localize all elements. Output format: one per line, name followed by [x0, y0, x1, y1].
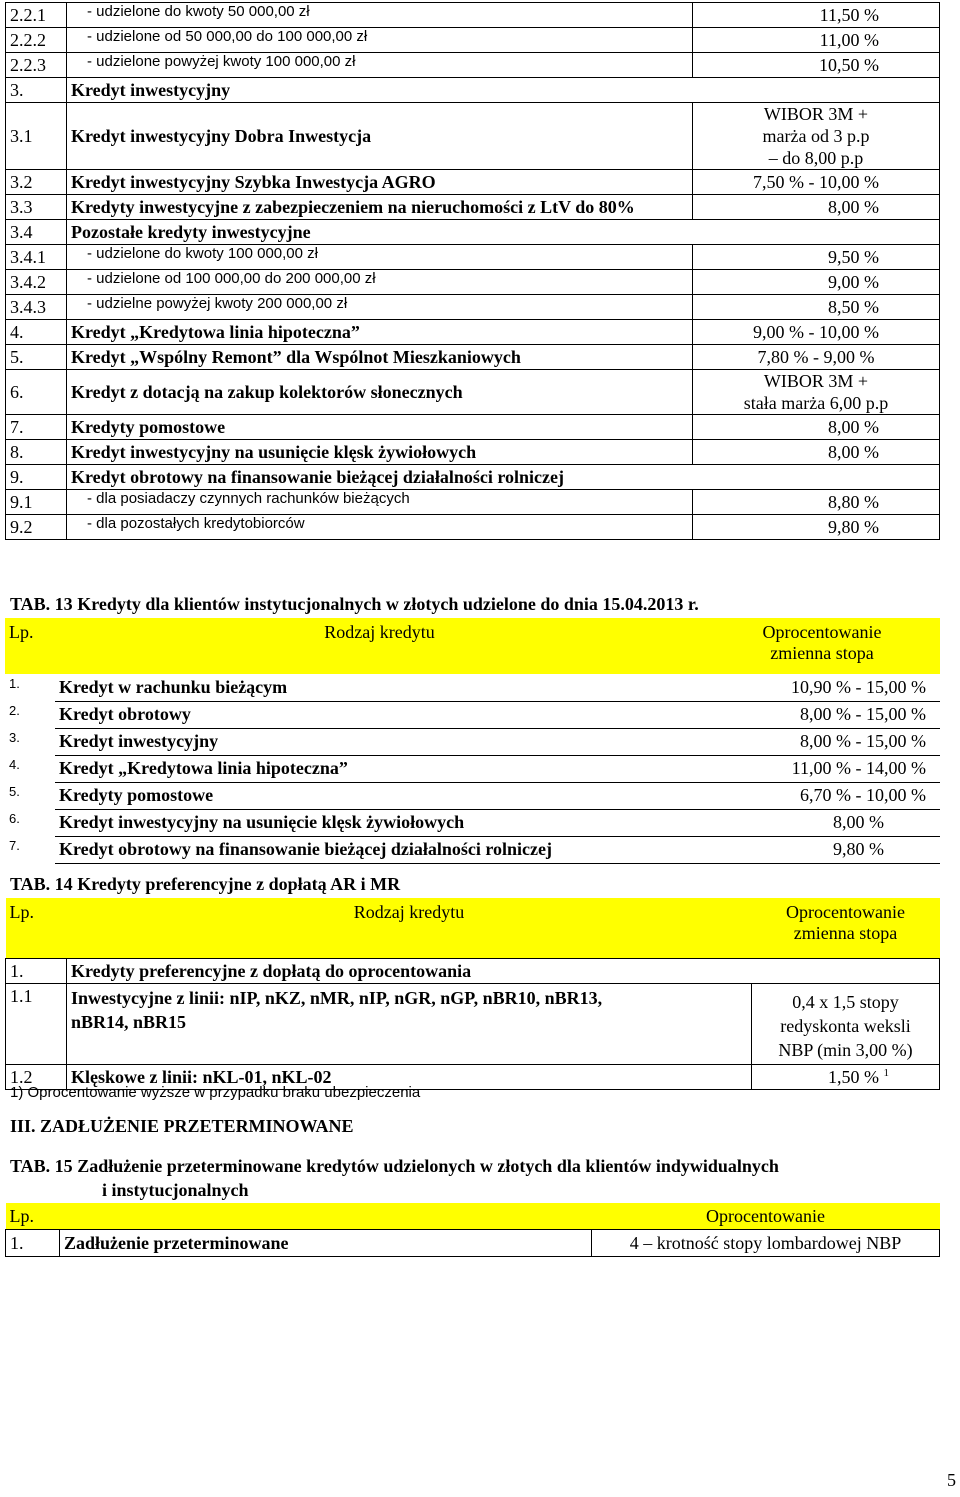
table-row	[6, 440, 940, 465]
row-number: 8.	[6, 440, 67, 465]
section-title: III. ZADŁUŻENIE PRZETERMINOWANE	[10, 1116, 354, 1136]
row-number: 3.4.3	[6, 295, 67, 320]
row-name: - udzielne powyżej kwoty 200 000,00 zł	[67, 295, 693, 320]
table-header-row	[6, 1203, 940, 1230]
row-name-line: nBR14, nBR15	[71, 1012, 187, 1032]
rate-line: WIBOR 3M +	[763, 371, 869, 391]
row-number: 1.1	[6, 984, 67, 1065]
tab13-title	[10, 594, 699, 615]
row-number: 3.4.1	[6, 245, 67, 270]
row-name: Kredyt obrotowy na finansowanie bieżącej działalności rolniczej	[67, 465, 940, 490]
table-row	[5, 782, 940, 809]
tab13-table	[5, 618, 940, 864]
row-number: 1.	[9, 676, 20, 691]
table-row	[6, 220, 940, 245]
row-name: Kredyt „Kredytowa linia hipoteczna”	[67, 320, 693, 345]
row-number: 5.	[6, 345, 67, 370]
row-number: 9.	[6, 465, 67, 490]
rate-line: redyskonta weksli	[780, 1016, 911, 1036]
row-rate: 11,00 % - 14,00 %	[704, 755, 940, 782]
row-number: 9.2	[6, 515, 67, 540]
row-rate: 8,00 % - 15,00 %	[704, 728, 940, 755]
row-number: 1.	[6, 959, 67, 984]
row-rate: 11,00 %	[693, 28, 940, 53]
table-row	[5, 674, 940, 701]
row-rate: 8,50 %	[693, 295, 940, 320]
row-name: Kredyt inwestycyjny na usunięcie klęsk żywiołowych	[55, 809, 704, 836]
row-number: 3.2	[6, 170, 67, 195]
table-row	[6, 103, 940, 170]
row-name: - udzielone od 50 000,00 do 100 000,00 zł	[67, 28, 693, 53]
rate-line: – do 8,00 p.p	[768, 148, 864, 168]
row-name: - dla pozostałych kredytobiorców	[67, 515, 693, 540]
row-name: Kredyt obrotowy na finansowanie bieżącej działalności rolniczej	[55, 836, 704, 863]
table-row	[6, 490, 940, 515]
row-number: 1.	[6, 1230, 60, 1257]
footnote-marker: 1	[883, 1066, 889, 1079]
tab14-table	[5, 898, 940, 1090]
header-type	[60, 1203, 592, 1230]
table-row	[6, 28, 940, 53]
table-row	[6, 270, 940, 295]
tab13-caption: Kredyty dla klientów instytucjonalnych w złotych udzielone do dnia 15.04.2013 r.	[72, 594, 699, 614]
tab15-title	[10, 1154, 940, 1202]
row-name: Kredyty preferencyjne z dopłatą do oprocentowania	[67, 959, 940, 984]
header-rate: Oprocentowanie	[592, 1203, 940, 1230]
row-number: 4.	[9, 757, 20, 772]
table-row	[6, 415, 940, 440]
row-name: Kredyt inwestycyjny	[55, 728, 704, 755]
row-rate: 9,00 %	[693, 270, 940, 295]
row-number: 3.	[6, 78, 67, 103]
table-row	[6, 170, 940, 195]
row-name: Kredyt w rachunku bieżącym	[55, 674, 704, 701]
row-rate: 7,80 % - 9,00 %	[693, 345, 940, 370]
row-name: Kredyty pomostowe	[55, 782, 704, 809]
row-name: - udzielone powyżej kwoty 100 000,00 zł	[67, 53, 693, 78]
row-rate: 8,00 %	[693, 195, 940, 220]
header-rate	[704, 618, 940, 674]
row-number: 1.2	[6, 1065, 67, 1090]
table-row	[6, 295, 940, 320]
row-rate	[693, 103, 940, 170]
row-name: Kredyt z dotacją na zakup kolektorów słonecznych	[67, 370, 693, 415]
rate-value: 1,50 %	[828, 1066, 879, 1087]
row-name: - dla posiadaczy czynnych rachunków bieżących	[67, 490, 693, 515]
row-number: 5.	[9, 784, 20, 799]
row-name: Kredyt inwestycyjny Szybka Inwestycja AGRO	[67, 170, 693, 195]
tab13-label: TAB. 13	[10, 594, 73, 614]
table-row	[6, 515, 940, 540]
row-number: 7.	[9, 838, 20, 853]
row-name: - udzielone do kwoty 100 000,00 zł	[67, 245, 693, 270]
row-rate: 7,50 % - 10,00 %	[693, 170, 940, 195]
row-name-line: Inwestycyjne z linii: nIP, nKZ, nMR, nIP, nGR, nGP, nBR10, nBR13,	[71, 988, 603, 1008]
table-row	[5, 728, 940, 755]
header-type: Rodzaj kredytu	[67, 898, 752, 959]
row-number: 6.	[9, 811, 20, 826]
row-name: Kredyt inwestycyjny Dobra Inwestycja	[67, 103, 693, 170]
row-rate	[752, 984, 940, 1065]
row-rate: 11,50 %	[693, 3, 940, 28]
row-number: 2.2.3	[6, 53, 67, 78]
tab14-title	[10, 874, 400, 895]
row-name: Kredyt obrotowy	[55, 701, 704, 728]
row-number: 3.4	[6, 220, 67, 245]
row-rate: 6,70 % - 10,00 %	[704, 782, 940, 809]
row-rate: 8,00 %	[704, 809, 940, 836]
row-name: Kredyt inwestycyjny	[67, 78, 940, 103]
row-name: - udzielone do kwoty 50 000,00 zł	[67, 3, 693, 28]
row-name: - udzielone od 100 000,00 do 200 000,00 zł	[67, 270, 693, 295]
table-row	[6, 370, 940, 415]
tab15-label: TAB. 15	[10, 1156, 73, 1176]
tab15-caption-cont: i instytucjonalnych	[102, 1180, 249, 1200]
header-rate-line: zmienna stopa	[793, 923, 898, 943]
row-name: Klęskowe z linii: nKL-01, nKL-02	[67, 1065, 752, 1090]
row-number: 6.	[6, 370, 67, 415]
rate-line: 0,4 x 1,5 stopy	[792, 992, 899, 1012]
row-rate: 10,90 % - 15,00 %	[704, 674, 940, 701]
row-name: Zadłużenie przeterminowane	[60, 1230, 592, 1257]
row-number: 3.3	[6, 195, 67, 220]
row-number: 4.	[6, 320, 67, 345]
table-row	[5, 836, 940, 863]
table-row	[6, 984, 940, 1065]
table-header-row	[5, 618, 940, 674]
row-name: Pozostałe kredyty inwestycyjne	[67, 220, 940, 245]
row-name: Kredyt „Wspólny Remont” dla Wspólnot Mieszkaniowych	[67, 345, 693, 370]
table-row	[5, 809, 940, 836]
row-number: 2.2.1	[6, 3, 67, 28]
row-rate	[693, 370, 940, 415]
tab15-caption: Zadłużenie przeterminowane kredytów udzielonych w złotych dla klientów indywidualnych	[72, 1156, 779, 1176]
table-row	[6, 195, 940, 220]
row-name: Kredyt inwestycyjny na usunięcie klęsk żywiołowych	[67, 440, 693, 465]
table-row	[6, 1230, 940, 1257]
row-name: Kredyty inwestycyjne z zabezpieczeniem na nieruchomości z LtV do 80%	[67, 195, 693, 220]
rate-line: WIBOR 3M +	[763, 104, 869, 124]
row-rate: 9,80 %	[693, 515, 940, 540]
header-rate	[752, 898, 940, 959]
tab15-table	[5, 1203, 940, 1257]
table-row	[6, 78, 940, 103]
row-rate: 8,00 %	[693, 440, 940, 465]
row-rate	[752, 1065, 940, 1090]
row-name: Kredyty pomostowe	[67, 415, 693, 440]
row-name: Kredyt „Kredytowa linia hipoteczna”	[55, 755, 704, 782]
row-rate: 8,80 %	[693, 490, 940, 515]
footnote: 1) Oprocentowanie wyższe w przypadku braku ubezpieczenia	[10, 1084, 421, 1101]
row-rate: 4 – krotność stopy lombardowej NBP	[592, 1230, 940, 1257]
table-row	[6, 53, 940, 78]
tab14-caption: Kredyty preferencyjne z dopłatą AR i MR	[72, 874, 401, 894]
row-number: 2.2.2	[6, 28, 67, 53]
row-rate: 9,00 % - 10,00 %	[693, 320, 940, 345]
header-lp: Lp.	[6, 898, 67, 959]
tab14-label: TAB. 14	[10, 874, 73, 894]
credit-rates-table-continued	[5, 2, 940, 540]
table-row	[5, 701, 940, 728]
table-row	[6, 465, 940, 490]
row-rate: 8,00 %	[693, 415, 940, 440]
table-row	[6, 345, 940, 370]
table-header-row	[6, 898, 940, 959]
header-rate-line: Oprocentowanie	[762, 622, 882, 642]
table-row	[6, 320, 940, 345]
row-number: 9.1	[6, 490, 67, 515]
row-number: 7.	[6, 415, 67, 440]
header-lp: Lp.	[6, 1203, 60, 1230]
row-number: 3.4.2	[6, 270, 67, 295]
row-name	[67, 984, 752, 1065]
header-type: Rodzaj kredytu	[55, 618, 704, 674]
rate-line: marża od 3 p.p	[762, 126, 870, 146]
rate-line: stała marża 6,00 p.p	[743, 393, 889, 413]
rate-line: NBP (min 3,00 %)	[778, 1040, 913, 1060]
page-number: 5	[947, 1470, 956, 1490]
row-number: 2.	[9, 703, 20, 718]
row-number: 3.1	[6, 103, 67, 170]
table-row	[5, 755, 940, 782]
row-rate: 9,80 %	[704, 836, 940, 863]
header-rate-line: Oprocentowanie	[786, 902, 905, 922]
table-row	[6, 3, 940, 28]
header-lp: Lp.	[5, 618, 55, 674]
row-number: 3.	[9, 730, 20, 745]
header-rate-line: zmienna stopa	[770, 643, 874, 663]
table-row	[6, 245, 940, 270]
row-rate: 9,50 %	[693, 245, 940, 270]
row-rate: 8,00 % - 15,00 %	[704, 701, 940, 728]
row-rate: 10,50 %	[693, 53, 940, 78]
table-row	[6, 959, 940, 984]
